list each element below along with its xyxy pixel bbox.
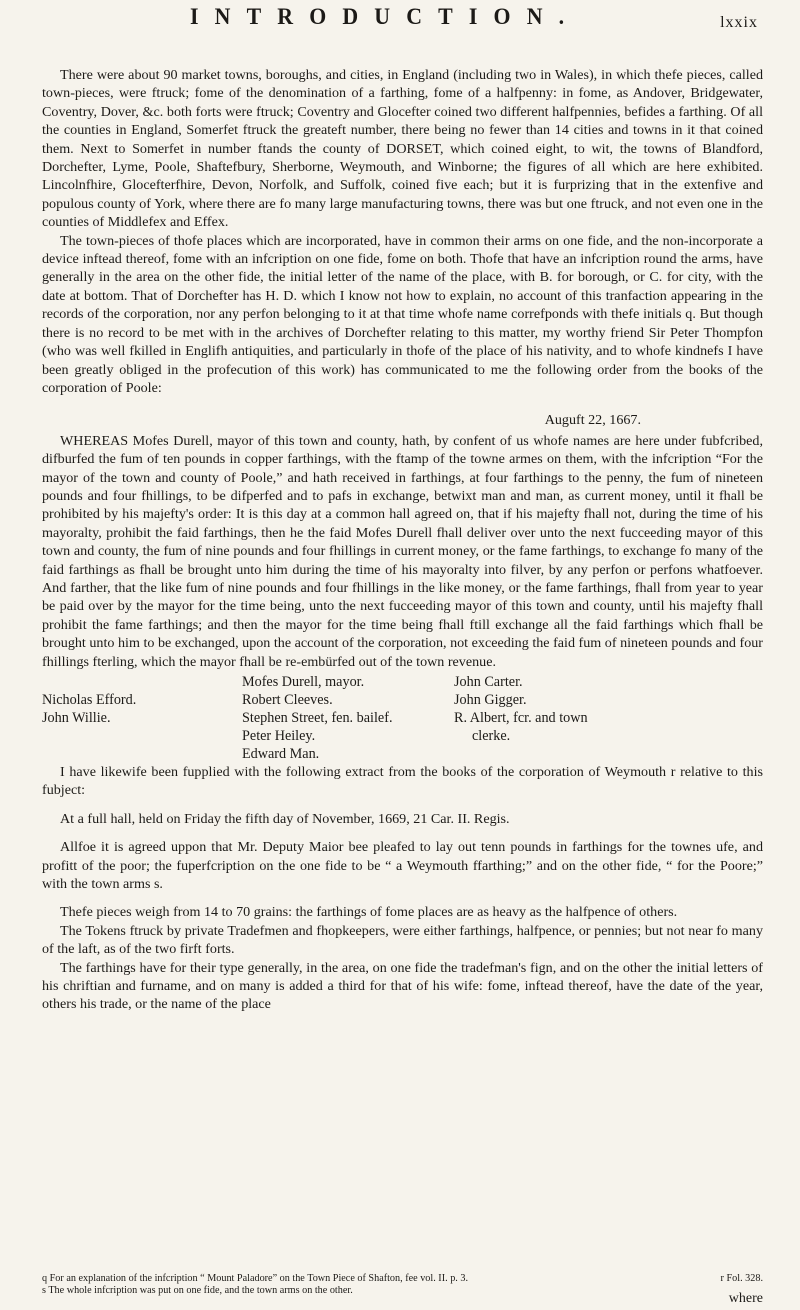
footnote-s: s The whole infcription was put on one fide, and the town arms on the other. bbox=[42, 1285, 353, 1296]
page-number: lxxix bbox=[720, 14, 758, 31]
paragraph-incorporated-arms: The town-pieces of thofe places which are incorporated, have in common their arms on one fide, and the non-incorporate a device inftead thereof, fome with an infcription on one fide, fome on both. Thofe that have an infcription round the arms, have generally in the area on the other fide, the initial letter of the name of the place, with B. for borough, or C. for city, with the date at bottom. That of Dorchefter has H. D. which I know not how to explain, no account of this tranfaction appearing in the records of the corporation, nor any perfon belonging to it at that time whofe name correfponds with thefe initials q. But though there is no record to be met with in the archives of Dorchefter relating to this matter, my worthy friend Sir Peter Thompfon (who was well fkilled in Englifh antiquities, and particularly in thofe of the place of his nativity, and to whofe kindnefs I have been greatly obliged in the profecution of this work) has communicated to me the following order from the books of the corporation of Poole: bbox=[42, 232, 763, 396]
running-head: INTRODUCTION. bbox=[190, 4, 581, 29]
page-header bbox=[0, 4, 800, 44]
paragraph-weights: Thefe pieces weigh from 14 to 70 grains: the farthings of fome places are as heavy as the halfpence of others. bbox=[60, 904, 678, 921]
signature: Robert Cleeves. bbox=[242, 692, 333, 708]
paragraph-weymouth-intro: I have likewife been fupplied with the following extract from the books of the corporation of Weymouth r relative to this fubject: bbox=[42, 764, 763, 799]
footnote-r: r Fol. 328. bbox=[720, 1273, 763, 1284]
poole-order-text: WHEREAS Mofes Durell, mayor of this town and county, hath, by confent of us whofe names are here under fubfcribed, difburfed the fum of ten pounds in copper farthings, with the ftamp of the towne armes on them, with the infcription “For the mayor of the town and county of Poole,” and hath received in farthings, at four farthings to the penny, the fum of nineteen pounds and four fhillings, to be difperfed and to pafs in exchange, betwixt man and man, as current money, until it fhall be prohibited by his majefty's order: It is this day at a common hall agreed on, that if his majefty fhall not, during the time of his mayoralty, prohibit the faid farthings, then he the faid Mofes Durell fhall deliver over unto the next fucceeding mayor of this town and county, the fum of nine pounds and four fhillings in current money, or the fame farthings, to exchange fo many of the faid farthings as fhall be brought unto him during the time of his mayoralty into filver, by any perfon or perfons whatfoever. And farther, that the like fum of nine pounds and four fhillings in the like money, or the fame farthings, fhall from year to year be paid over by the mayor for the time being, unto the next fucceeding mayor of this town and county, until his majefty fhall prohibit the fame farthings; and then the mayor for the time being fhall ftill exchange all the faid farthings which fhall be brought unto him to be exchanged, upon the account of the corporation, not exceeding the faid fum of nineteen pounds and four fhillings fterling, which the mayor fhall be re-embürfed out of the town revenue. bbox=[42, 432, 763, 670]
signature: John Willie. bbox=[42, 710, 111, 726]
signature: John Gigger. bbox=[454, 692, 527, 708]
paragraph-tokens: The Tokens ftruck by private Tradefmen and fhopkeepers, were either farthings, halfpence, or pennies; but not near fo many of the laft, as of the two firft forts. bbox=[42, 922, 763, 958]
signature: Peter Heiley. bbox=[242, 728, 316, 744]
signature: Mofes Durell, mayor. bbox=[242, 674, 365, 690]
paragraph-farthing-types: The farthings have for their type generally, in the area, on one fide the tradefman's fign, and on the other the initial letters of his chriftian and furname, and on many is added a third for that of his wife: fome, inftead thereof, have the date of the year, others his trade, or the name of the place bbox=[42, 959, 763, 1013]
signature: Edward Man. bbox=[242, 746, 320, 762]
footnote-q: q For an explanation of the infcription “ Mount Paladore” on the Town Piece of Shafton, fee vol. II. p. 3. bbox=[42, 1273, 469, 1284]
paragraph-weymouth-hall: At a full hall, held on Friday the fifth day of November, 1669, 21 Car. II. Regis. bbox=[60, 810, 510, 827]
signature: clerke. bbox=[472, 728, 511, 744]
signature: R. Albert, fcr. and town bbox=[454, 710, 588, 726]
page-body bbox=[42, 66, 763, 1014]
paragraph-weymouth-order: Allfoe it is agreed uppon that Mr. Deputy Maior bee pleafed to lay out tenn pounds in farthings for the townes ufe, and profitt of the poor; the fuperfcription on the one fide to be “ a Weymouth ffarthing;” and on the other fide, “ for the Poore;” with the town arms s. bbox=[42, 839, 763, 893]
signature: Nicholas Efford. bbox=[42, 692, 137, 708]
footnotes bbox=[42, 1273, 763, 1297]
signature: John Carter. bbox=[454, 674, 523, 690]
signature-block bbox=[42, 673, 763, 762]
signature: Stephen Street, fen. bailef. bbox=[242, 710, 393, 726]
catchword: where bbox=[728, 1291, 763, 1306]
order-date: Auguft 22, 1667. bbox=[544, 412, 641, 429]
paragraph-town-pieces: There were about 90 market towns, boroughs, and cities, in England (including two in Wales), in which thefe pieces, called town-pieces, were ftruck; fome of the denomination of a farthing, fome of a halfpenny: in fome, as Andover, Bridgewater, Coventry, Dover, &c. both forts were ftruck; Coventry and Glocefter coined two different halfpennies, befides a farthing. Of all the counties in England, Somerfet ftruck the greateft number, there being no fewer than 14 cities and towns in it that coined them. Next to Somerfet in number ftands the county of DORSET, which coined eight, to wit, the towns of Blandford, Dorchefter, Lyme, Poole, Shaftefbury, Sherborne, Weymouth, and Winborne; the figures of all which are here exhibited. Lincolnfhire, Glocefterfhire, Devon, Norfolk, and Suffolk, coined five each; but it is furprizing that in the extenfive and populous county of York, where there are fo many large manufacturing towns, there was but one ftruck, and not even one in the counties of Middlefex and Effex. bbox=[42, 67, 763, 231]
footnote-row bbox=[42, 1273, 763, 1285]
